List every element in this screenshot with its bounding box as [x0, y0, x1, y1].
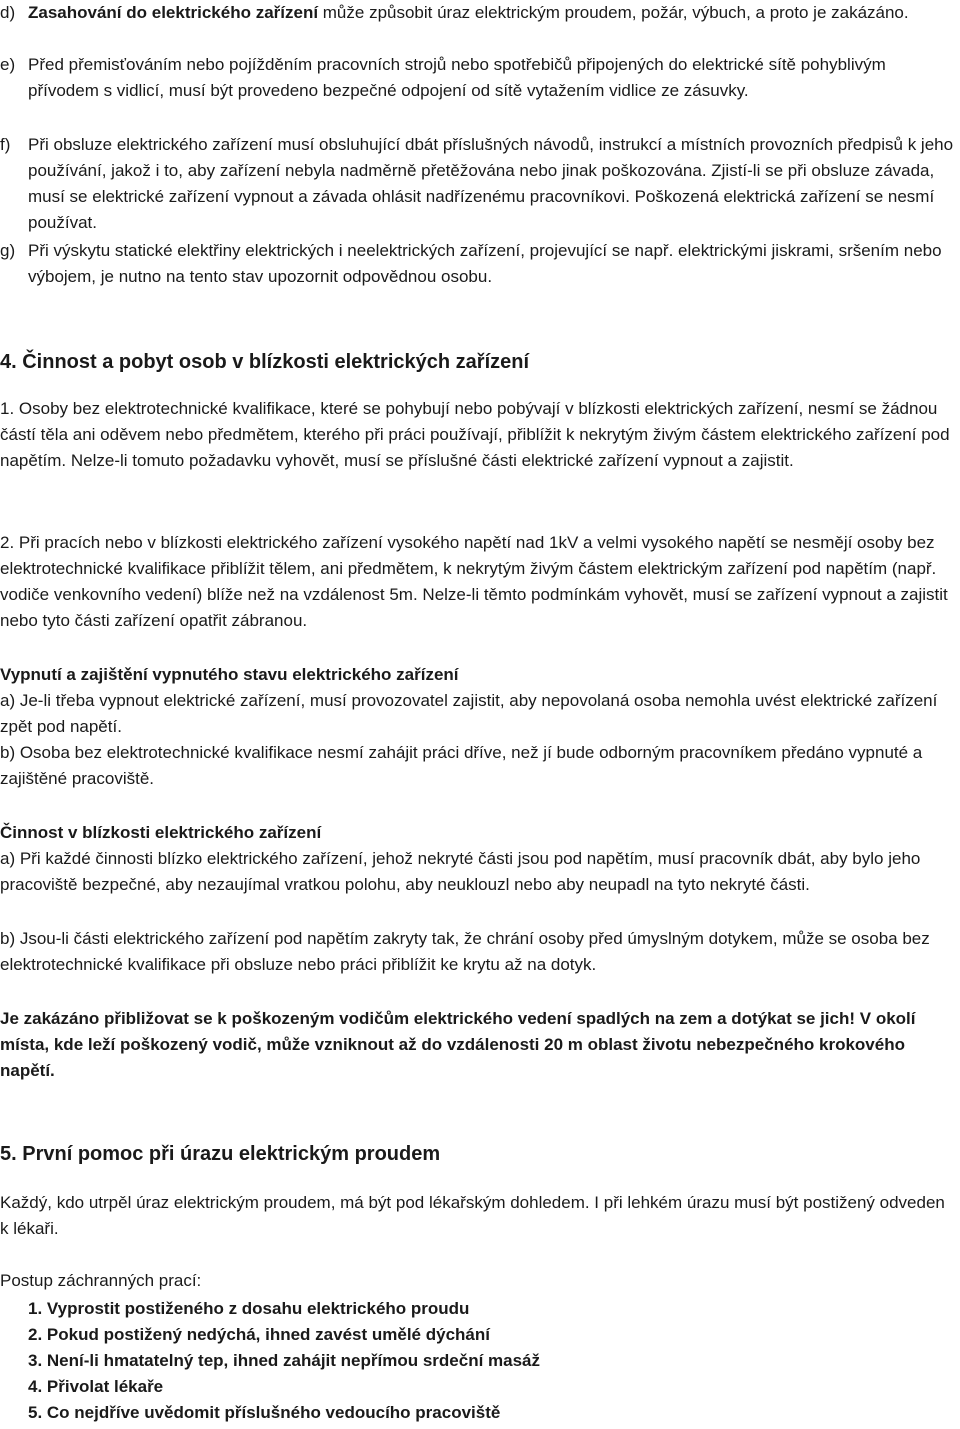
subheading-activity-near: Činnost v blízkosti elektrického zařízení: [0, 823, 322, 842]
list-item-label: d): [0, 3, 16, 22]
section-4-heading: 4. Činnost a pobyt osob v blízkosti elektrických zařízení: [0, 351, 530, 373]
list-item-label: f): [0, 135, 11, 154]
list-item-g: [0, 238, 958, 290]
item-f-text: Při obsluze elektrického zařízení musí obsluhující dbát příslušných návodů, instrukcí a místních provozních předpisů k jeho používání, jakož i to, aby zařízení nebyla nadměrně přetěžována nebo jinak poškozována. Zjistí-li se při obsluze závada, musí se elektrické zařízení vypnout a závada ohlásit nadřízenému pracovníkovi. Poškozená elektrická zařízení se nesmí používat.: [28, 135, 954, 232]
section-5-heading: 5. První pomoc při úrazu elektrickým proudem: [0, 1143, 441, 1165]
rescue-step: 3. Není-li hmatatelný tep, ihned zahájit nepřímou srdeční masáž: [28, 1351, 541, 1370]
rescue-steps-list: [28, 1296, 540, 1426]
rescue-step: 2. Pokud postižený nedýchá, ihned zavést umělé dýchání: [28, 1325, 490, 1344]
steps-title: Postup záchranných prací:: [0, 1271, 202, 1290]
item-g-text: Při výskytu statické elektřiny elektrických i neelektrických zařízení, projevující se např. elektrickými jiskrami, sršením nebo výbojem, je nutno na tento stav upozornit odpovědnou osobu.: [28, 241, 942, 286]
rescue-step: 1. Vyprostit postiženého z dosahu elektrického proudu: [28, 1299, 470, 1318]
rescue-step: 4. Přivolat lékaře: [28, 1377, 164, 1396]
section-4-paragraph-2: 2. Při pracích nebo v blízkosti elektrického zařízení vysokého napětí nad 1kV a velmi vysokého napětí se nesmějí osoby bez elektrotechnické kvalifikace přiblížit tělem, ani předmětem, k nekrytým živým částem elektrickým zařízení pod napětím (např. vodiče venkovního vedení) blíže než na vzdálenost 5m. Nelze-li těmto podmínkám vyhovět, musí se zařízení vypnout a zajistit nebo tyto části zařízení opatřit zábranou.: [0, 533, 948, 630]
disconnection-item-b: b) Osoba bez elektrotechnické kvalifikace nesmí zahájit práci dříve, než jí bude odborným pracovníkem předáno vypnuté a zajištěné pracoviště.: [0, 743, 923, 788]
activity-item-b: b) Jsou-li části elektrického zařízení pod napětím zakryty tak, že chrání osoby před úmyslným dotykem, může se osoba bez elektrotechnické kvalifikace při obsluze nebo práci přiblížit ke krytu až na dotyk.: [0, 929, 930, 974]
section-5-intro: Každý, kdo utrpěl úraz elektrickým proudem, má být pod lékařským dohledem. I při lehkém úrazu musí být postižený odveden k lékaři.: [0, 1193, 945, 1238]
warning-paragraph: Je zakázáno přibližovat se k poškozeným vodičům elektrického vedení spadlých na zem a dotýkat se jich! V okolí místa, kde leží poškozený vodič, může vzniknout až do vzdálenosti 20 m oblast životu nebezpečného krokového napětí.: [0, 1009, 916, 1080]
list-item-label: g): [0, 241, 16, 260]
list-item-f: [0, 132, 958, 236]
item-d-text: může způsobit úraz elektrickým proudem, požár, výbuch, a proto je zakázáno.: [318, 3, 909, 22]
list-item-d: [0, 0, 958, 26]
list-item-e: [0, 52, 958, 104]
item-e-text: Před přemisťováním nebo pojížděním pracovních strojů nebo spotřebičů připojených do elektrické sítě pohyblivým přívodem s vidlicí, musí být provedeno bezpečné odpojení od sítě vytažením vidlice ze zásuvky.: [28, 55, 886, 100]
disconnection-item-a: a) Je-li třeba vypnout elektrické zařízení, musí provozovatel zajistit, aby nepovolaná osoba nemohla uvést elektrické zařízení zpět pod napětí.: [0, 691, 938, 736]
subheading-disconnection: Vypnutí a zajištění vypnutého stavu elektrického zařízení: [0, 665, 459, 684]
list-item-label: e): [0, 55, 16, 74]
item-d-bold-text: Zasahování do elektrického zařízení: [28, 3, 319, 22]
section-4-paragraph-1: 1. Osoby bez elektrotechnické kvalifikace, které se pohybují nebo pobývají v blízkosti elektrických zařízení, nesmí se žádnou částí těla ani oděvem nebo předmětem, kterého při práci používají, přiblížit k nekrytým živým částem elektrického zařízení pod napětím. Nelze-li tomuto požadavku vyhovět, musí se příslušné části elektrické zařízení vypnout a zajistit.: [0, 399, 950, 470]
activity-item-a: a) Při každé činnosti blízko elektrického zařízení, jehož nekryté části jsou pod napětím, musí pracovník dbát, aby bylo jeho pracoviště bezpečné, aby nezaujímal vratkou polohu, aby neuklouzl nebo aby neupadl na tyto nekryté části.: [0, 849, 921, 894]
rescue-step: 5. Co nejdříve uvědomit příslušného vedoucího pracoviště: [28, 1403, 501, 1422]
